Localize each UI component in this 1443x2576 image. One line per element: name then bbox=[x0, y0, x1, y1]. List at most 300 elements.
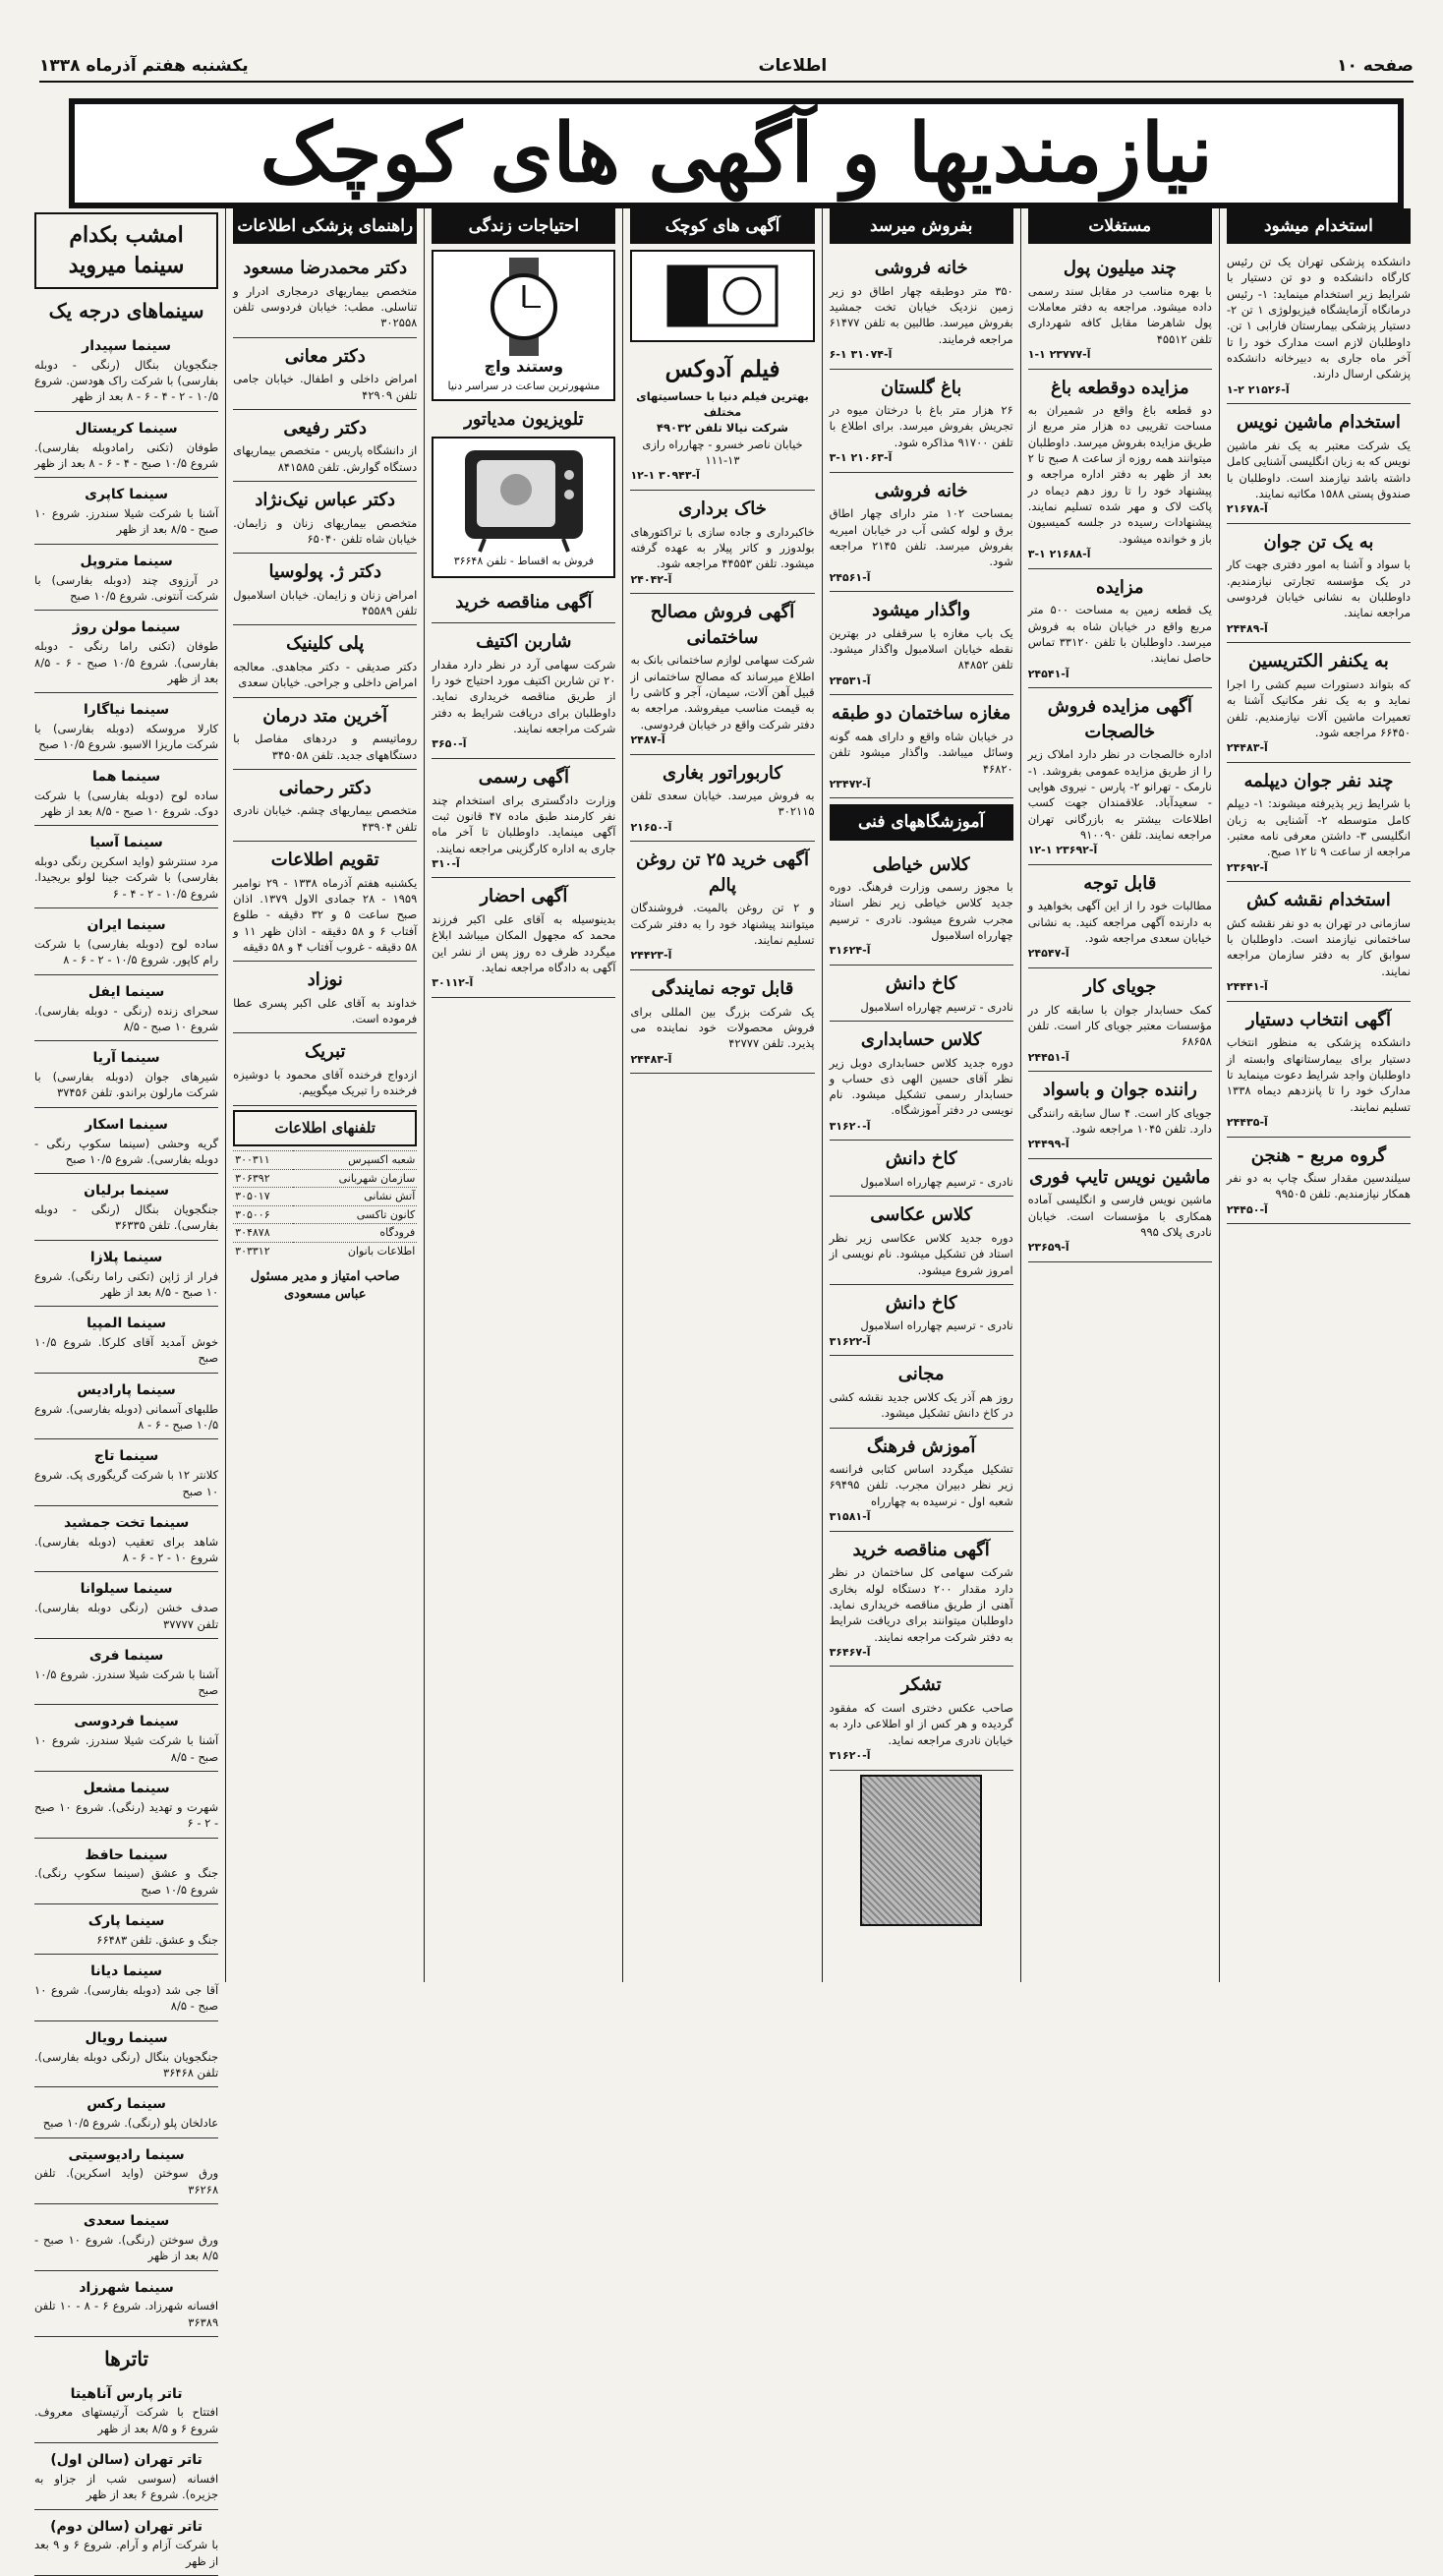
ad-body: از دانشگاه پاریس - متخصص بیماریهای دستگاه گوارش. تلفن ۸۴۱۵۸۵ bbox=[233, 443, 418, 474]
theater-listing bbox=[34, 2443, 218, 2510]
ad-title: کاخ دانش bbox=[885, 973, 957, 995]
cinema-name: سینما پارادیس bbox=[77, 1381, 176, 1398]
watch-slogan: مشهورترین ساعت در سراسر دنیا bbox=[447, 379, 601, 392]
ad-code: آ-۲۳۶۹۲ ۱-۱۲ bbox=[1027, 844, 1098, 857]
classified-ad bbox=[630, 755, 814, 843]
ad-code: آ-۲۴۴۳۵ bbox=[1226, 1115, 1268, 1129]
ad-code: آ-۲۴۴۵۰ bbox=[1226, 1202, 1268, 1216]
cinema-listing bbox=[34, 826, 218, 908]
ad-code: آ-۲۱۵۲۶ ۲-۱ bbox=[1226, 382, 1290, 396]
cinema-showing: آشنا با شرکت شیلا سندرز. شروع ۱۰/۵ صبح bbox=[34, 1667, 219, 1698]
ad-code: آ-۲۴۸۷ bbox=[630, 732, 665, 746]
ad-code: آ-۲۳۷۷۷ ۱-۱ bbox=[1027, 347, 1091, 361]
ad-title: تقویم اطلاعات bbox=[270, 849, 379, 871]
classified-ad bbox=[233, 250, 417, 338]
ad-title: پلی کلینیک bbox=[286, 633, 365, 655]
classified-ad bbox=[1227, 1002, 1411, 1138]
classified-ad bbox=[233, 410, 417, 482]
ad-body: که بتواند دستورات سیم کشی را اجرا نماید و به یک نفر مکانیک آشنا به تعمیرات ماشین آلات نیازمندیم. تلفن ۶۶۴۵۰ مراجعه شود. bbox=[1226, 676, 1411, 739]
ad-title: تبریک bbox=[304, 1041, 346, 1063]
cinema-listing bbox=[34, 2271, 218, 2338]
ad-title: قابل توجه bbox=[1083, 872, 1157, 894]
ad-body: در خیابان شاه واقع و دارای همه گونه وسائل میباشد. واگذار میشود تلفن ۴۶۸۲۰ bbox=[829, 729, 1013, 776]
cinema-name: سینما پلازا bbox=[89, 1249, 163, 1265]
phone-number: ۳۰۴۸۷۸ bbox=[233, 1224, 293, 1243]
issue-date: یکشنبه هفتم آذرماه ۱۳۳۸ bbox=[39, 56, 249, 76]
page-number: صفحه ۱۰ bbox=[1337, 56, 1414, 76]
ad-title: استخدام نقشه کش bbox=[1246, 890, 1391, 911]
classified-ad bbox=[630, 842, 814, 970]
ad-body: متخصص بیماریهای درمجاری ادرار و تناسلی. مطب: خیابان فردوسی تلفن ۳۰۲۵۵۸ bbox=[233, 283, 418, 330]
column-cinemas bbox=[28, 208, 225, 2568]
ad-title: ماشین نویس تایپ فوری bbox=[1029, 1166, 1211, 1188]
wristwatch-icon bbox=[480, 258, 568, 356]
cinema-listing bbox=[34, 1241, 218, 1308]
theater-showing: افسانه (سوسی شب از جزاو به جزیره). شروع ۶ بعد از ظهر bbox=[34, 2471, 219, 2502]
classified-ad bbox=[432, 623, 615, 759]
cinema-showing: مرد سنترشو (واید اسکرین رنگی دوبله بفارسی) با شرکت جینا لولو بریجیدا. شروع ۱۰/۵ - ۲ - ۴ - ۶ bbox=[34, 854, 219, 901]
phone-number: ۳۰۶۳۹۲ bbox=[233, 1169, 293, 1188]
cinema-name: سینما نیاگارا bbox=[83, 702, 170, 719]
tv-ad-text: فروش به اقساط - تلفن ۳۶۶۴۸ bbox=[453, 554, 595, 567]
classified-ad bbox=[830, 473, 1013, 592]
cinema-showing: جنگجویان بنگال (رنگی - دوبله بفارسی) با شرکت راک هودسن. شروع ۱۰/۵ - ۲ - ۴ - ۶ - ۸ بعد از ظهر bbox=[34, 357, 219, 404]
phone-label: اطلاعات بانوان bbox=[293, 1243, 417, 1260]
ad-code: آ-۲۴۴۹۹ bbox=[1027, 1138, 1069, 1151]
phone-number: ۳۰۵۰۰۶ bbox=[233, 1205, 293, 1224]
classified-ad bbox=[830, 1197, 1013, 1285]
cinema-showing: سحرای زنده (رنگی - دوبله بفارسی). شروع ۱۰ صبح - ۸/۵ bbox=[34, 1003, 219, 1033]
ad-body: اداره خالصجات در نظر دارد املاک زیر را از طریق مزایده عمومی بفروشد. ۱- نارمک - تهرانو ۲- پارس - نیروی هوایی - سعیدآباد. علاقمندان جهت کسب اطلاعات بیشتر به بازرگانی تهران مراجعه نمایند. تلفن ۹۱۰۰۹۰ bbox=[1027, 747, 1212, 842]
phone-number: ۳۰۳۳۱۲ bbox=[233, 1243, 293, 1260]
ad-title: نوزاد bbox=[307, 969, 343, 991]
column-for-sale bbox=[822, 208, 1020, 1982]
cinema-listing bbox=[34, 1374, 218, 1440]
phone-label: شعبه اکسپرس bbox=[293, 1150, 417, 1169]
ad-title: خاک برداری bbox=[678, 498, 767, 520]
columns-container bbox=[28, 208, 1417, 2568]
classified-ad bbox=[233, 625, 417, 697]
cinema-listing bbox=[34, 1705, 218, 1772]
ad-title: مغازه ساختمان دو طبقه bbox=[832, 703, 1011, 725]
classified-ad bbox=[830, 1141, 1013, 1197]
ad-title: مزایده دوقطعه باغ bbox=[1050, 377, 1189, 398]
phone-row bbox=[233, 1150, 417, 1169]
cinema-name: سینما آریا bbox=[92, 1050, 160, 1067]
classified-ad bbox=[1227, 763, 1411, 882]
ad-title: استخدام ماشین نویس bbox=[1236, 412, 1401, 434]
ad-title: شاربن اکتیف bbox=[476, 631, 572, 653]
ad-body: ۳۵۰ متر دوطبقه چهار اطاق دو زیر زمین نزدیک خیابان تخت جمشید بفروش میرسد. طالبین به تلفن ۶۱۴۷۷ مراجعه فرمایند. bbox=[829, 283, 1013, 346]
cinema-showing: ورق سوختن (رنگی). شروع ۱۰ صبح - ۸/۵ بعد از ظهر bbox=[34, 2232, 219, 2263]
cinema-listing bbox=[34, 2021, 218, 2088]
cinema-name: سینما پارک bbox=[87, 1913, 165, 1930]
ad-title: راننده جوان و باسواد bbox=[1042, 1080, 1197, 1101]
ad-code: آ-۲۴۰۴۲ bbox=[630, 572, 672, 586]
ad-body: نادری - ترسیم چهارراه اسلامبول bbox=[860, 1318, 1013, 1333]
ad-code: آ-۲۱۶۷۸ bbox=[1226, 502, 1268, 516]
ad-title: آخرین متد درمان bbox=[262, 705, 388, 727]
ad-body: جویای کار است. ۴ سال سابقه رانندگی دارد. تلفن ۱۰۴۵ مراجعه شود. bbox=[1027, 1105, 1212, 1136]
classified-ad bbox=[1227, 1138, 1411, 1225]
ad-code: آ-۳۱۶۲۲ bbox=[829, 1334, 871, 1348]
ad-title: واگذار میشود bbox=[872, 600, 971, 621]
ad-code: آ-۲۴۵۶۱ bbox=[829, 570, 871, 584]
ad-body: خداوند به آقای علی اکبر پسری عطا فرموده است. bbox=[233, 995, 418, 1026]
column-small-ads bbox=[622, 208, 821, 1982]
column-heading: آگهی های کوچک bbox=[630, 208, 814, 244]
cinema-showing: گریه وحشی (سینما سکوپ رنگی - دوبله بفارسی). شروع ۱۰/۵ صبح bbox=[34, 1136, 219, 1166]
classified-ad bbox=[830, 1429, 1013, 1532]
theaters-heading: تاترها bbox=[104, 2347, 149, 2371]
cinema-listing bbox=[34, 412, 218, 479]
classified-ad bbox=[830, 966, 1013, 1022]
tv-ad-title: تلویزیون مدیاتور bbox=[464, 409, 584, 431]
ad-title: آگهی رسمی bbox=[478, 767, 570, 789]
cinema-listing bbox=[34, 1772, 218, 1839]
ad-body: یک شرکت معتبر به یک نفر ماشین نویس که به زبان انگلیسی آشنایی کامل داشته باشد نیازمند است. داوطلبان با صندوق پستی ۱۵۸۸ مکاتبه نمایند. bbox=[1226, 438, 1411, 500]
cinema-showing: آشنا با شرکت شیلا سندرز. شروع ۱۰ صبح - ۸/۵ بعد از ظهر bbox=[34, 506, 219, 537]
theater-listing bbox=[34, 2510, 218, 2576]
column-heading-schools: آموزشگاههای فنی bbox=[830, 804, 1013, 840]
ad-code: آ-۳۰۱۱۲ bbox=[432, 976, 474, 990]
cinema-name: سینما مولن روژ bbox=[72, 619, 181, 636]
phone-label: آتش نشانی bbox=[293, 1188, 417, 1206]
ad-title: آگهی مناقصه خرید bbox=[455, 591, 593, 613]
ad-title: کاخ دانش bbox=[885, 1148, 957, 1170]
cinema-listing bbox=[34, 1639, 218, 1706]
theater-listing bbox=[34, 2377, 218, 2444]
classified-ad bbox=[630, 594, 814, 754]
ad-code: آ-۲۳۴۷۲ bbox=[829, 777, 871, 790]
film-ad-address: خیابان ناصر خسرو - چهارراه رازی ۱۳-۱۱۱ bbox=[642, 437, 803, 468]
cinema-name: سینما حافظ bbox=[85, 1846, 168, 1863]
classified-ad bbox=[1028, 688, 1212, 865]
ad-body: یکشنبه هفتم آذرماه ۱۳۳۸ - ۲۹ نوامبر ۱۹۵۹ - ۲۸ جمادی الاول ۱۳۷۹. اذان صبح ساعت ۵ و ۳۲ دقیقه - طلوع آفتاب ۶ و ۵۸ دقیقه - اذان ظهر ۱۱ و ۵۸ دقیقه - غروب آفتاب ۴ و ۵۸ دقیقه bbox=[233, 875, 418, 954]
ad-body: و ۲ تن روغن بالمیت. فروشندگان میتوانند پیشنهاد خود را به دفتر شرکت تسلیم نمایند. bbox=[630, 901, 815, 948]
classified-ad bbox=[830, 1532, 1013, 1668]
cinema-showing: طوفان (تکنی راما رنگی - دوبله بفارسی). شروع ۱۰/۵ صبح - ۶ - ۸/۵ بعد از ظهر bbox=[34, 639, 219, 685]
classified-ad bbox=[1028, 370, 1212, 569]
film-ad-subtitle: بهترین فیلم دنیا با حساسیتهای مختلف bbox=[636, 388, 809, 420]
ad-code: آ-۲۱۶۵۰ bbox=[630, 820, 672, 834]
cinema-listing bbox=[34, 1108, 218, 1175]
ad-body: یک قطعه زمین به مساحت ۵۰۰ متر مربع واقع در خیابان شاه به فروش میرسد. داوطلبان با تلفن ۳۳۱۲۰ تماس حاصل نمایند. bbox=[1027, 603, 1212, 666]
cinema-name: سینما المپیا bbox=[87, 1316, 166, 1332]
ad-body: با شرایط زیر پذیرفته میشوند: ۱- دیپلم کامل متوسطه ۲- آشنایی به زبان انگلیسی ۳- داشتن معرفی نامه معتبر. مراجعه از ساعت ۹ تا ۱۲ صبح. bbox=[1226, 796, 1411, 859]
classified-ad bbox=[233, 1033, 417, 1105]
ad-code: آ-۲۱۰۶۳ ۱-۳ bbox=[829, 451, 893, 465]
cinema-showing: فرار از ژاپن (تکنی راما رنگی). شروع ۱۰ صبح - ۸/۵ بعد از ظهر bbox=[34, 1268, 219, 1299]
ad-body: ماشین نویس فارسی و انگلیسی آماده همکاری با مؤسسات است. خیابان نادری پلاک ۹۹۵ bbox=[1027, 1193, 1212, 1240]
classified-ad bbox=[830, 1022, 1013, 1141]
page-header bbox=[39, 51, 1414, 83]
cinema-name: سینما رادیوسیتی bbox=[68, 2146, 185, 2163]
classified-ad bbox=[830, 847, 1013, 966]
television-icon bbox=[455, 445, 593, 554]
ad-body: دانشکده پزشکی تهران یک تن رئیس کارگاه دانشکده و دو تن دستیار با شرایط زیر استخدام مینماید: ۱- رئیس درمانگاه آزمایشگاه فیزیولوژی ۱ تن ۲- دستیار پزشکی بیمارستان فارابی ۱ تن. داوطلبان لازم است مدارک خود را تا آخر ماه جاری به دبیرخانه دانشکده پزشکی ارسال دارند. bbox=[1226, 255, 1411, 381]
cinema-name: سینما متروپل bbox=[80, 553, 173, 569]
banner-title: نیازمندیها و آگهی های کوچک bbox=[260, 106, 1213, 201]
cinema-listing bbox=[34, 611, 218, 693]
cinema-name: سینما اسکار bbox=[85, 1116, 168, 1133]
classified-ad bbox=[432, 878, 615, 997]
cinema-listing bbox=[34, 1904, 218, 1955]
classified-ad bbox=[1028, 865, 1212, 968]
phone-number: ۳۰۰۳۱۱ bbox=[233, 1150, 293, 1169]
classified-ad bbox=[1028, 569, 1212, 688]
ad-body: متخصص بیماریهای چشم. خیابان نادری تلفن ۴۳۹۰۴ bbox=[233, 803, 418, 834]
ad-body: دوره جدید کلاس عکاسی زیر نظر استاد فن تشکیل میشود. نام نویسی از امروز شروع میشود. bbox=[829, 1230, 1013, 1277]
classifieds-banner bbox=[69, 98, 1404, 208]
ad-code: آ-۲۴۴۲۳ bbox=[630, 949, 672, 963]
cinema-name: سینما سیلوانا bbox=[80, 1581, 173, 1598]
ad-body: دوره جدید کلاس حسابداری دوبل زیر نظر آقای حسین الهی ذی حساب و حسابدار رسمی تشکیل میشود. نام نویسی در دفتر آموزشگاه. bbox=[829, 1055, 1013, 1118]
theater-showing: با شرکت آزام و آرام. شروع ۶ و ۹ بعد از ظهر bbox=[34, 2538, 219, 2568]
ad-code: آ-۲۳۶۹۲ bbox=[1226, 860, 1268, 874]
film-ad bbox=[630, 348, 814, 491]
cinema-showing: شهرت و تهدید (رنگی). شروع ۱۰ صبح - ۲ - ۶ bbox=[34, 1799, 219, 1831]
cinema-showing: صدف خشن (رنگی دوبله بفارسی). تلفن ۳۷۷۷۷ bbox=[34, 1601, 219, 1631]
ad-code: آ-۳۱۰۷۴ ۱-۶ bbox=[829, 347, 893, 361]
cinema-listing bbox=[34, 1839, 218, 1905]
column-property bbox=[1020, 208, 1219, 1982]
cinema-listing bbox=[34, 1041, 218, 1108]
ad-code: آ-۲۴۴۸۳ bbox=[630, 1052, 672, 1066]
classified-ad bbox=[233, 482, 417, 554]
ad-body: نادری - ترسیم چهارراه اسلامبول bbox=[860, 999, 1013, 1014]
ad-title: به یکنفر الکتریسین bbox=[1248, 651, 1389, 673]
classified-ad bbox=[830, 1356, 1013, 1428]
cinema-showing: کارلا مروسکه (دوبله بفارسی) با شرکت ماریزا الاسیو. شروع ۱۰/۵ صبح bbox=[34, 722, 219, 752]
theater-name: تاتر تهران (سالن اول) bbox=[50, 2452, 202, 2469]
ad-body: خاکبرداری و جاده سازی با تراکتورهای بولدوزر و کاتر پیلار به عهده گرفته میشود. تلفن ۴۴۵۵۳ مراجعه شود. bbox=[630, 524, 815, 571]
column-living bbox=[424, 208, 622, 1982]
phones-title: تلفنهای اطلاعات bbox=[233, 1110, 417, 1146]
ad-body: نادری - ترسیم چهارراه اسلامبول bbox=[860, 1174, 1013, 1189]
column-heading: استخدام میشود bbox=[1227, 208, 1411, 244]
ad-body: با بهره مناسب در مقابل سند رسمی داده میشود. مراجعه به دفتر معاملات پول شاهرضا مقابل کافه شهرداری تلفن ۴۵۵۱۲ bbox=[1027, 283, 1212, 346]
cinema-showing: ساده لوح (دوبله بفارسی) با شرکت دوک. شروع ۱۰ صبح - ۸/۵ بعد از ظهر bbox=[34, 788, 219, 818]
classified-ad bbox=[432, 759, 615, 878]
ad-body: یک باب مغازه با سرقفلی در بهترین نقطه خیابان اسلامبول واگذار میشود. تلفن ۸۴۸۵۲ bbox=[829, 625, 1013, 673]
ad-body: شرکت سهامی آرد در نظر دارد مقدار ۲۰ تن شاربن اکتیف مورد احتیاج خود را از طریق مناقصه خریداری نماید. داوطلبان برای دریافت شرایط به دفتر شرکت مراجعه نمایند. bbox=[432, 657, 616, 736]
cinema-listing bbox=[34, 1439, 218, 1506]
ad-title: آگهی خرید ۲۵ تن روغن پالم bbox=[636, 849, 810, 896]
cinema-name: سینما آسیا bbox=[89, 835, 163, 851]
paper-name: اطلاعات bbox=[758, 56, 828, 76]
cinema-showing: ورق سوختن (واید اسکرین). تلفن ۳۶۲۶۸ bbox=[34, 2166, 219, 2196]
ad-title: دکتر رفیعی bbox=[283, 417, 368, 439]
film-ad-company: شرکت نیالا تلفن ۴۹۰۳۲ bbox=[657, 421, 788, 436]
cinema-listing bbox=[34, 2204, 218, 2271]
ad-code: آ-۳۶۵۰ bbox=[432, 737, 467, 751]
ad-title: آگهی احضار bbox=[480, 886, 568, 907]
ad-title: دکتر معانی bbox=[284, 345, 366, 367]
ad-code: آ-۲۱۶۸۸ ۱-۳ bbox=[1027, 548, 1091, 561]
theater-name: تاتر تهران (سالن دوم) bbox=[50, 2518, 203, 2535]
publisher-footer: صاحب امتیاز و مدیر مسئول عباس مسعودی bbox=[250, 1268, 400, 1303]
ad-title: باغ گلستان bbox=[881, 377, 962, 398]
cinema-name: سینما فردوسی bbox=[74, 1714, 179, 1730]
cinema-listing bbox=[34, 1174, 218, 1241]
ad-code: آ-۲۴۴۸۳ bbox=[1226, 741, 1268, 755]
cinema-showing: طلبهای آسمانی (دوبله بفارسی). شروع ۱۰/۵ صبح - ۶ - ۸ bbox=[34, 1401, 219, 1433]
cinema-listing bbox=[34, 545, 218, 612]
ad-title: به یک تن جوان bbox=[1263, 531, 1374, 553]
phone-row bbox=[233, 1205, 417, 1224]
classified-ad bbox=[1028, 1159, 1212, 1262]
classified-ad bbox=[1227, 250, 1411, 404]
theater-name: تاتر پارس آناهیتا bbox=[70, 2385, 183, 2402]
cinema-listing bbox=[34, 1955, 218, 2021]
cinema-listing bbox=[34, 1307, 218, 1374]
phone-number: ۳۰۵۰۱۷ bbox=[233, 1188, 293, 1206]
ad-body: با سواد و آشنا به امور دفتری جهت کار در یک مؤسسه تجارتی نیازمندیم. داوطلبان به نشانی خیابان فردوسی مراجعه نمایند. bbox=[1226, 557, 1411, 620]
cinema-showing: جنگ و عشق. تلفن ۶۶۴۸۳ bbox=[96, 1932, 219, 1947]
ad-title: آگهی انتخاب دستیار bbox=[1245, 1009, 1391, 1030]
cinema-name: سینما کریستال bbox=[75, 420, 178, 437]
film-box-illustration bbox=[630, 250, 814, 342]
ad-body: روز هم آذر یک کلاس جدید نقشه کشی در کاخ دانش تشکیل میشود. bbox=[829, 1389, 1013, 1421]
phones-table bbox=[233, 1150, 417, 1260]
phone-row bbox=[233, 1243, 417, 1260]
cinema-showing: کلانتر ۱۲ با شرکت گریگوری پک. شروع ۱۰ صبح bbox=[34, 1468, 219, 1498]
ad-code: آ-۳۱۶۲۰ bbox=[829, 1748, 871, 1762]
ad-body: سازمانی در تهران به دو نفر نقشه کش ساختمانی نیازمند است. داوطلبان با سوابق کار به دفتر سازمان مراجعه نمایند. bbox=[1226, 915, 1411, 978]
cinema-listing bbox=[34, 478, 218, 545]
cinema-name: سینما سپیدار bbox=[82, 337, 172, 354]
ad-title: آگهی مناقصه خرید bbox=[852, 1539, 990, 1560]
ad-body: دانشکده پزشکی به منظور انتخاب دستیار برای بیمارستانهای وابسته از داوطلبان واجد شرایط دعوت مینماید تا مدارک خود را تا پانزدهم دیماه ۱۳۳۸ تسلیم نمایند. bbox=[1226, 1035, 1411, 1114]
cinema-name: سینما سعدی bbox=[83, 2213, 170, 2230]
cinema-heading: امشب بکدام سینما میروید bbox=[34, 212, 218, 289]
cinema-name: سینما ایران bbox=[87, 917, 166, 934]
cinema-showing: در آرزوی چند (دوبله بفارسی) با شرکت آنتونی. شروع ۱۰/۵ صبح bbox=[34, 572, 219, 603]
cinema-showing: عادلخان پلو (رنگی). شروع ۱۰/۵ صبح bbox=[42, 2116, 219, 2131]
ad-body: بمساحت ۱۰۲ متر دارای چهار اطاق برق و لوله کشی آب در خیابان امیریه بفروش میرسد. تلفن ۲۱۴۵ مراجعه شود. bbox=[829, 506, 1013, 569]
ad-title: آگهی فروش مصالح ساختمانی bbox=[650, 602, 795, 648]
ad-code: آ-۳۶۴۶۷ bbox=[829, 1645, 871, 1659]
ad-title: کلاس حسابداری bbox=[860, 1028, 982, 1050]
classified-ad bbox=[830, 1285, 1013, 1356]
classified-ad bbox=[830, 250, 1013, 369]
cinema-listing bbox=[34, 2087, 218, 2137]
classified-ad bbox=[1028, 1072, 1212, 1159]
ad-title: مزایده bbox=[1096, 576, 1144, 598]
phone-row bbox=[233, 1188, 417, 1206]
cinema-listing bbox=[34, 1506, 218, 1573]
cinema-showing: شاهد برای تعقیب (دوبله بفارسی). شروع ۱۰ - ۲ - ۶ - ۸ bbox=[34, 1534, 219, 1565]
cinema-showing: خوش آمدید آقای کلرکا. شروع ۱۰/۵ صبح bbox=[34, 1335, 219, 1366]
ad-body: ازدواج فرخنده آقای محمود با دوشیزه فرخنده را تبریک میگوییم. bbox=[233, 1068, 418, 1098]
film-box-icon bbox=[659, 257, 786, 335]
column-heading: احتیاجات زندگی bbox=[432, 208, 615, 244]
column-employment bbox=[1219, 208, 1417, 1982]
ad-code: آ-۳۱۰ bbox=[432, 856, 460, 870]
classified-ad bbox=[630, 970, 814, 1074]
cinema-listing bbox=[34, 760, 218, 827]
classified-ad bbox=[233, 338, 417, 410]
tv-illustration bbox=[432, 437, 615, 578]
ad-body: امراض داخلی و اطفال. خیابان جامی تلفن ۴۲۹۰۹ bbox=[233, 372, 418, 402]
cinema-showing: ساده لوح (دوبله بفارسی) با شرکت رام کاپور. شروع ۱۰/۵ - ۲ - ۶ - ۸ bbox=[34, 936, 219, 967]
ad-body: سیلندسین مقدار سنگ چاپ به دو نفر همکار نیازمندیم. تلفن ۹۹۵۰۵ bbox=[1226, 1171, 1411, 1201]
cinema-name: سینما رکس bbox=[87, 2096, 166, 2113]
cinema-showing: آشنا با شرکت شیلا سندرز. شروع ۱۰ صبح - ۸/۵ bbox=[34, 1733, 219, 1764]
ad-title: چند میلیون پول bbox=[1063, 258, 1177, 279]
first-class-cinemas-heading: سینماهای درجه یک bbox=[48, 299, 204, 323]
column-heading: راهنمای پزشکی اطلاعات bbox=[233, 208, 417, 244]
cinema-listing bbox=[34, 2138, 218, 2205]
ad-title: خانه فروشی bbox=[874, 258, 968, 279]
ad-body: تشکیل میگردد اساس کتابی فرانسه زیر نظر دبیران مجرب. تلفن ۶۹۴۹۵ شعبه اول - نرسیده به چهارراه bbox=[829, 1462, 1013, 1508]
classified-ad bbox=[630, 491, 814, 594]
ad-code: آ-۲۴۴۸۹ bbox=[1226, 621, 1268, 635]
ad-code: آ-۳۱۵۸۱ bbox=[829, 1510, 871, 1524]
ad-code: آ-۳۱۶۲۴ bbox=[829, 944, 871, 958]
classified-ad bbox=[1028, 250, 1212, 369]
classified-ad bbox=[233, 698, 417, 770]
cinema-showing: طوفان (تکنی رامادوبله بفارسی). شروع ۱۰/۵ صبح - ۴ - ۶ - ۸ بعد از ظهر bbox=[34, 439, 219, 470]
classified-ad bbox=[233, 842, 417, 962]
ad-body: با مجوز رسمی وزارت فرهنگ. دوره جدید کلاس خیاطی زیر نظر استاد مجرب شروع میشود. نادری - ترسیم چهارراه اسلامبول bbox=[829, 880, 1013, 943]
portrait-photo bbox=[860, 1775, 982, 1926]
phone-row bbox=[233, 1169, 417, 1188]
ad-title: قابل توجه نمایندگی bbox=[651, 978, 794, 1000]
ad-title: کلاس خیاطی bbox=[872, 853, 970, 875]
cinema-name: سینما دیانا bbox=[90, 1963, 163, 1980]
phone-label: سازمان شهربانی bbox=[293, 1169, 417, 1188]
cinema-listing bbox=[34, 975, 218, 1042]
cinema-showing: شیرهای جوان (دوبله بفارسی) با شرکت مارلون براندو. تلفن ۳۷۴۵۶ bbox=[34, 1070, 219, 1100]
ad-title: آموزش فرهنگ bbox=[866, 1435, 976, 1457]
ad-body: به فروش میرسد. خیابان سعدی تلفن ۳۰۲۱۱۵ bbox=[630, 789, 815, 819]
ad-title: گروه مربع - هنجن bbox=[1250, 1144, 1387, 1166]
ad-code: آ-۲۴۵۴۱ bbox=[1027, 667, 1069, 680]
cinema-name: سینما تخت جمشید bbox=[63, 1514, 190, 1531]
ad-body: وزارت دادگستری برای استخدام چند نفر کارمند طبق ماده ۴۷ قانون ثبت آگهی مینماید. داوطلبان تا آخر ماه جاری به اداره کارگزینی مراجعه نمایند. bbox=[432, 792, 616, 855]
cinema-showing: جنگ و عشق (سینما سکوپ رنگی). شروع ۱۰/۵ صبح bbox=[34, 1866, 219, 1897]
cinema-name: سینما هما bbox=[92, 768, 161, 785]
ad-title: کلاس عکاسی bbox=[870, 1204, 973, 1226]
classified-ad bbox=[830, 695, 1013, 798]
ad-code: آ-۲۴۴۴۱ bbox=[1226, 980, 1268, 994]
ad-body: شرکت سهامی لوازم ساختمانی بانک به اطلاع میرساند که مصالح ساختمانی از قبیل آهن آلات، سیمان، آجر و کاشی را به قیمت مناسب میفروشد. مراجعه به دفتر شرکت واقع در خیابان فردوسی. bbox=[630, 653, 815, 732]
cinema-showing: آقا جی شد (دوبله بفارسی). شروع ۱۰ صبح - ۸/۵ bbox=[34, 1983, 219, 2014]
theater-showing: افتتاح با شرکت آرتیستهای معروف. شروع ۶ و ۸/۵ بعد از ظهر bbox=[34, 2405, 219, 2435]
ad-code: آ-۲۴۵۳۱ bbox=[829, 673, 871, 687]
cinema-name: سینما شهرزاد bbox=[79, 2279, 174, 2296]
cinema-name: سینما مشعل bbox=[83, 1781, 170, 1796]
ad-title: دکتر رحمانی bbox=[278, 777, 372, 798]
ad-body: دکتر صدیقی - دکتر مجاهدی. معالجه امراض داخلی و جراحی. خیابان سعدی bbox=[233, 660, 418, 690]
cinema-listing bbox=[34, 1572, 218, 1639]
ad-code: آ-۳۰۹۴۳ ۱-۱۲ bbox=[630, 469, 700, 483]
classified-ad bbox=[1227, 524, 1411, 643]
ad-title: مجانی bbox=[897, 1364, 945, 1385]
ad-body: یک شرکت بزرگ بین المللی برای فروش محصولات خود نماینده می پذیرد. تلفن ۴۲۷۷۷ bbox=[630, 1004, 815, 1051]
ad-body: امراض زنان و زایمان. خیابان اسلامبول تلفن ۴۵۵۸۹ bbox=[233, 587, 418, 618]
ad-title: کاخ دانش bbox=[885, 1292, 957, 1314]
ad-body: صاحب عکس دختری است که مفقود گردیده و هر کس از او اطلاعی دارد به خیابان نادری مراجعه نماید. bbox=[829, 1701, 1013, 1747]
classified-ad bbox=[1227, 643, 1411, 762]
film-ad-title: فیلم آدوکس bbox=[664, 356, 780, 383]
column-heading: مستغلات bbox=[1028, 208, 1212, 244]
ad-title: آگهی مزایده فروش خالصجات bbox=[1047, 696, 1192, 742]
cinema-showing: افسانه شهرزاد. شروع ۶ - ۸ - ۱۰ تلفن ۳۶۳۸۹ bbox=[34, 2299, 219, 2329]
classified-ad bbox=[1028, 968, 1212, 1072]
